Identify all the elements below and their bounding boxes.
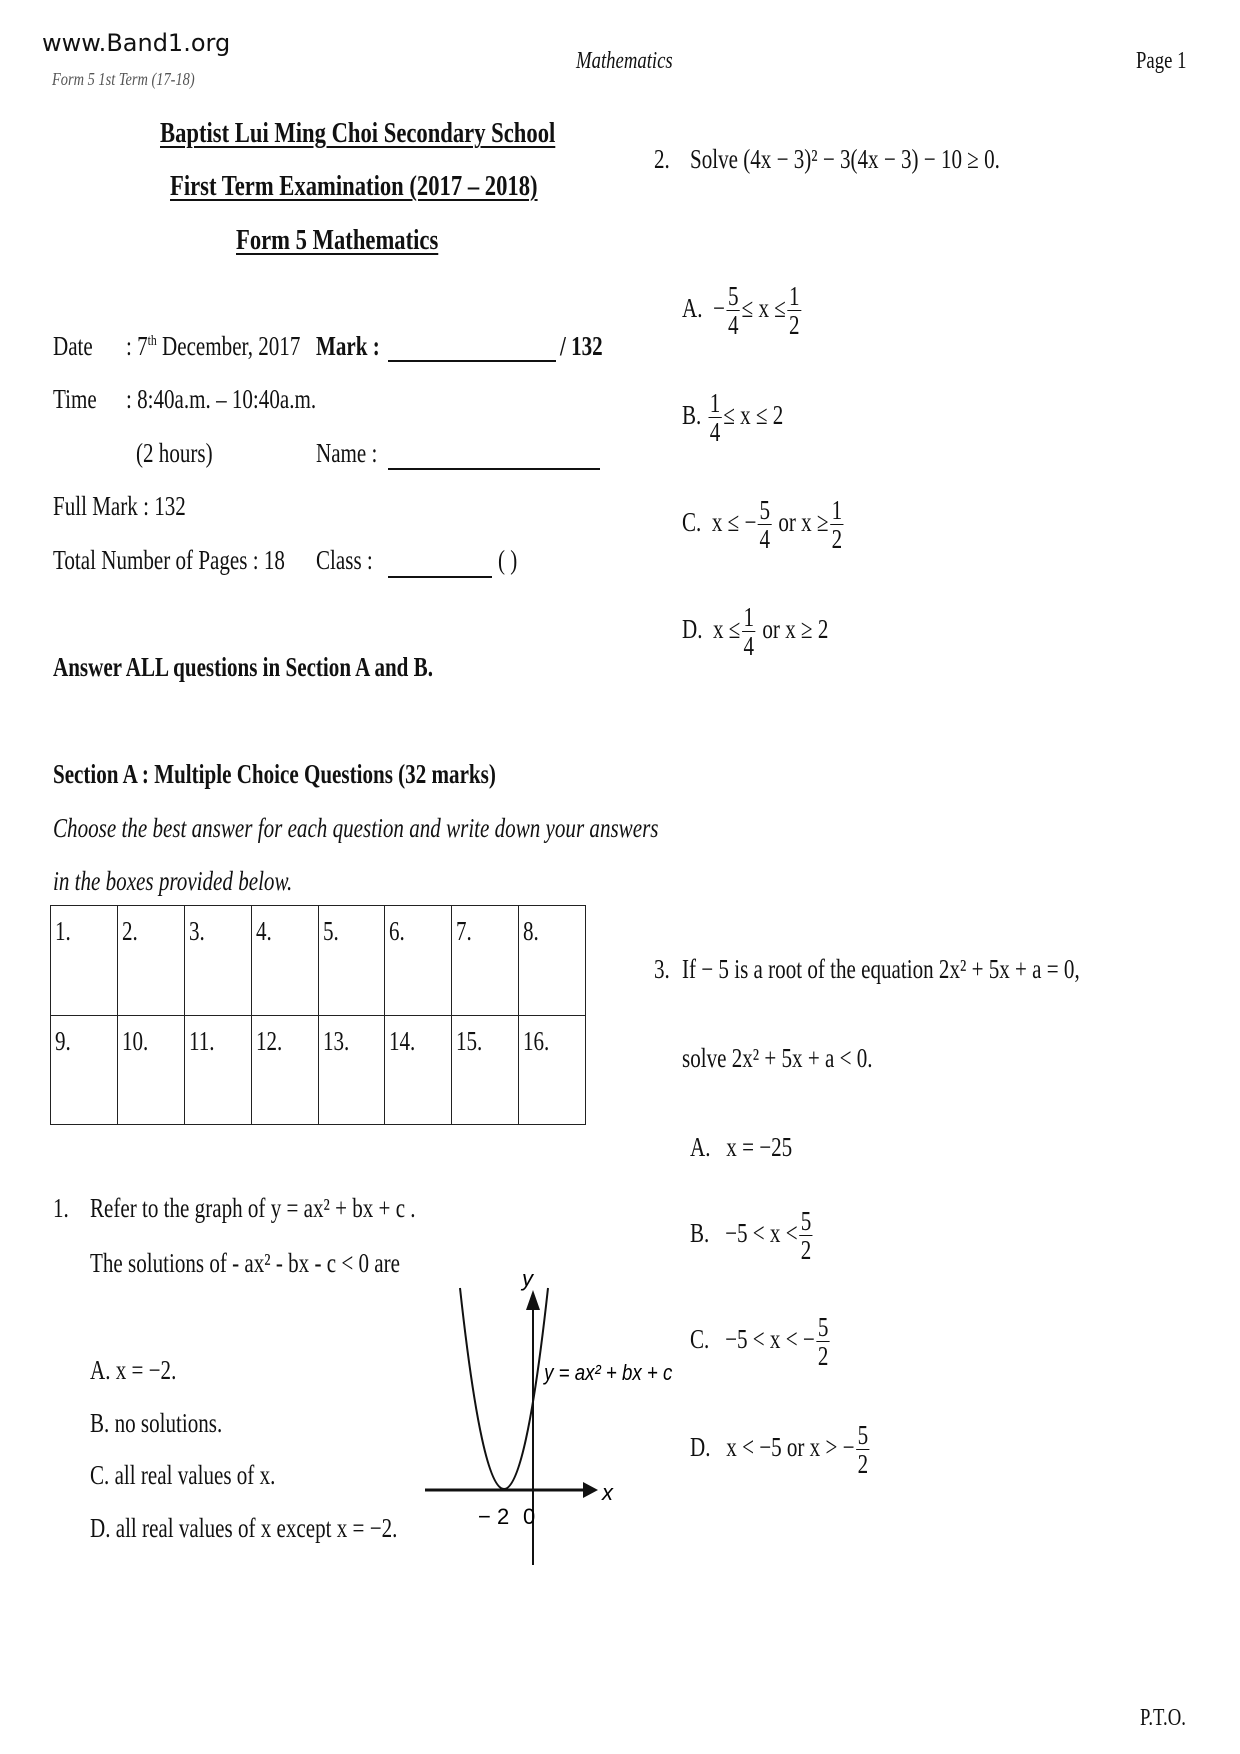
q1-line2: The solutions of - ax² - bx - c < 0 are xyxy=(90,1248,401,1278)
page-number: Page 1 xyxy=(1136,48,1187,74)
full-mark: Full Mark : 132 xyxy=(53,491,186,521)
pto-label: P.T.O. xyxy=(1140,1705,1186,1731)
answer-box[interactable]: 9. xyxy=(51,1015,118,1125)
paper-title: Form 5 Mathematics xyxy=(236,224,439,256)
subject-header: Mathematics xyxy=(576,48,673,74)
mark-field[interactable] xyxy=(388,360,556,362)
answer-box[interactable]: 1. xyxy=(51,906,118,1016)
watermark: www.Band1.org xyxy=(42,29,231,57)
q2-option-d: D. x ≤ $\frac{1}{4}$ or x ≥ 2 xyxy=(682,602,829,662)
class-field[interactable] xyxy=(388,576,492,578)
choose-instruction-1: Choose the best answer for each question and write down your answers xyxy=(53,813,659,843)
answer-box[interactable]: 13. xyxy=(318,1015,385,1125)
q3-line1: If − 5 is a root of the equation 2x² + 5x + a = 0, xyxy=(682,954,1080,984)
duration: (2 hours) xyxy=(136,438,213,468)
q1-option-c: C. all real values of x. xyxy=(90,1460,276,1490)
y-axis-label: y xyxy=(522,1266,533,1291)
choose-instruction-2: in the boxes provided below. xyxy=(53,866,293,896)
tick-0: 0 xyxy=(523,1504,536,1529)
parabola-curve xyxy=(460,1288,548,1489)
curve-label: y = ax² + bx + c xyxy=(544,1361,673,1386)
q2-option-b: B. $\frac{1}{4}$ ≤ x ≤ 2 xyxy=(682,388,784,448)
time-value: : 8:40a.m. – 10:40a.m. xyxy=(126,384,317,414)
answer-box[interactable]: 15. xyxy=(452,1015,519,1125)
q2-option-c: C. x ≤ − $\frac{5}{4}$ or x ≥ $\frac{1}{2}$ xyxy=(682,495,843,555)
answer-box[interactable]: 16. xyxy=(519,1015,586,1125)
answer-box[interactable]: 3. xyxy=(184,906,251,1016)
q1-number: 1. xyxy=(53,1193,69,1223)
time-label: Time xyxy=(53,384,97,414)
answer-box[interactable]: 8. xyxy=(519,906,586,1016)
q2-number: 2. xyxy=(654,144,670,174)
q2-option-a: A. − $\frac{5}{4}$ ≤ x ≤ $\frac{1}{2}$ xyxy=(682,281,800,341)
q3-option-c: C. −5 < x < − $\frac{5}{2}$ xyxy=(690,1312,829,1372)
answer-box[interactable]: 11. xyxy=(184,1015,251,1125)
class-number-field[interactable]: ( ) xyxy=(498,545,518,575)
faint-header-label: Form 5 1st Term (17-18) xyxy=(52,69,195,89)
answer-box[interactable]: 7. xyxy=(452,906,519,1016)
class-label: Class : xyxy=(316,545,373,575)
school-title: Baptist Lui Ming Choi Secondary School xyxy=(160,117,556,149)
section-a-heading: Section A : Multiple Choice Questions (32 marks) xyxy=(53,759,496,789)
date-label: Date xyxy=(53,331,93,361)
y-axis-arrow xyxy=(526,1290,540,1310)
x-axis-arrow xyxy=(583,1482,598,1498)
name-field[interactable] xyxy=(388,468,600,470)
mark-total: / 132 xyxy=(560,331,603,361)
q2-text: Solve (4x − 3)² − 3(4x − 3) − 10 ≥ 0. xyxy=(690,144,1000,174)
q3-number: 3. xyxy=(654,954,670,984)
name-label: Name : xyxy=(316,438,378,468)
mark-label: Mark : xyxy=(316,331,380,361)
answer-box[interactable]: 10. xyxy=(117,1015,184,1125)
answer-box[interactable]: 4. xyxy=(251,906,318,1016)
q1-line1: Refer to the graph of y = ax² + bx + c . xyxy=(90,1193,416,1223)
answer-all-instruction: Answer ALL questions in Section A and B. xyxy=(53,652,433,682)
date-value: : 7th December, 2017 xyxy=(126,331,301,361)
answer-box[interactable]: 14. xyxy=(385,1015,452,1125)
q3-line2: solve 2x² + 5x + a < 0. xyxy=(682,1043,873,1073)
q3-option-b: B. −5 < x < $\frac{5}{2}$ xyxy=(690,1206,812,1266)
q1-option-b: B. no solutions. xyxy=(90,1408,223,1438)
answer-boxes-table xyxy=(50,905,586,1125)
x-axis-label: x xyxy=(602,1480,613,1505)
q1-option-d: D. all real values of x except x = −2. xyxy=(90,1513,398,1543)
q3-option-d: D. x < −5 or x > − $\frac{5}{2}$ xyxy=(690,1420,869,1480)
answer-box[interactable]: 12. xyxy=(251,1015,318,1125)
answer-box[interactable]: 6. xyxy=(385,906,452,1016)
total-pages: Total Number of Pages : 18 xyxy=(53,545,285,575)
q1-option-a: A. x = −2. xyxy=(90,1355,177,1385)
q3-option-a: A. x = −25 xyxy=(690,1132,793,1162)
answer-box[interactable]: 2. xyxy=(117,906,184,1016)
exam-title: First Term Examination (2017 – 2018) xyxy=(170,170,538,202)
answer-box[interactable]: 5. xyxy=(318,906,385,1016)
q1-parabola-graph xyxy=(420,1260,680,1580)
tick-neg2: − 2 xyxy=(478,1504,510,1529)
